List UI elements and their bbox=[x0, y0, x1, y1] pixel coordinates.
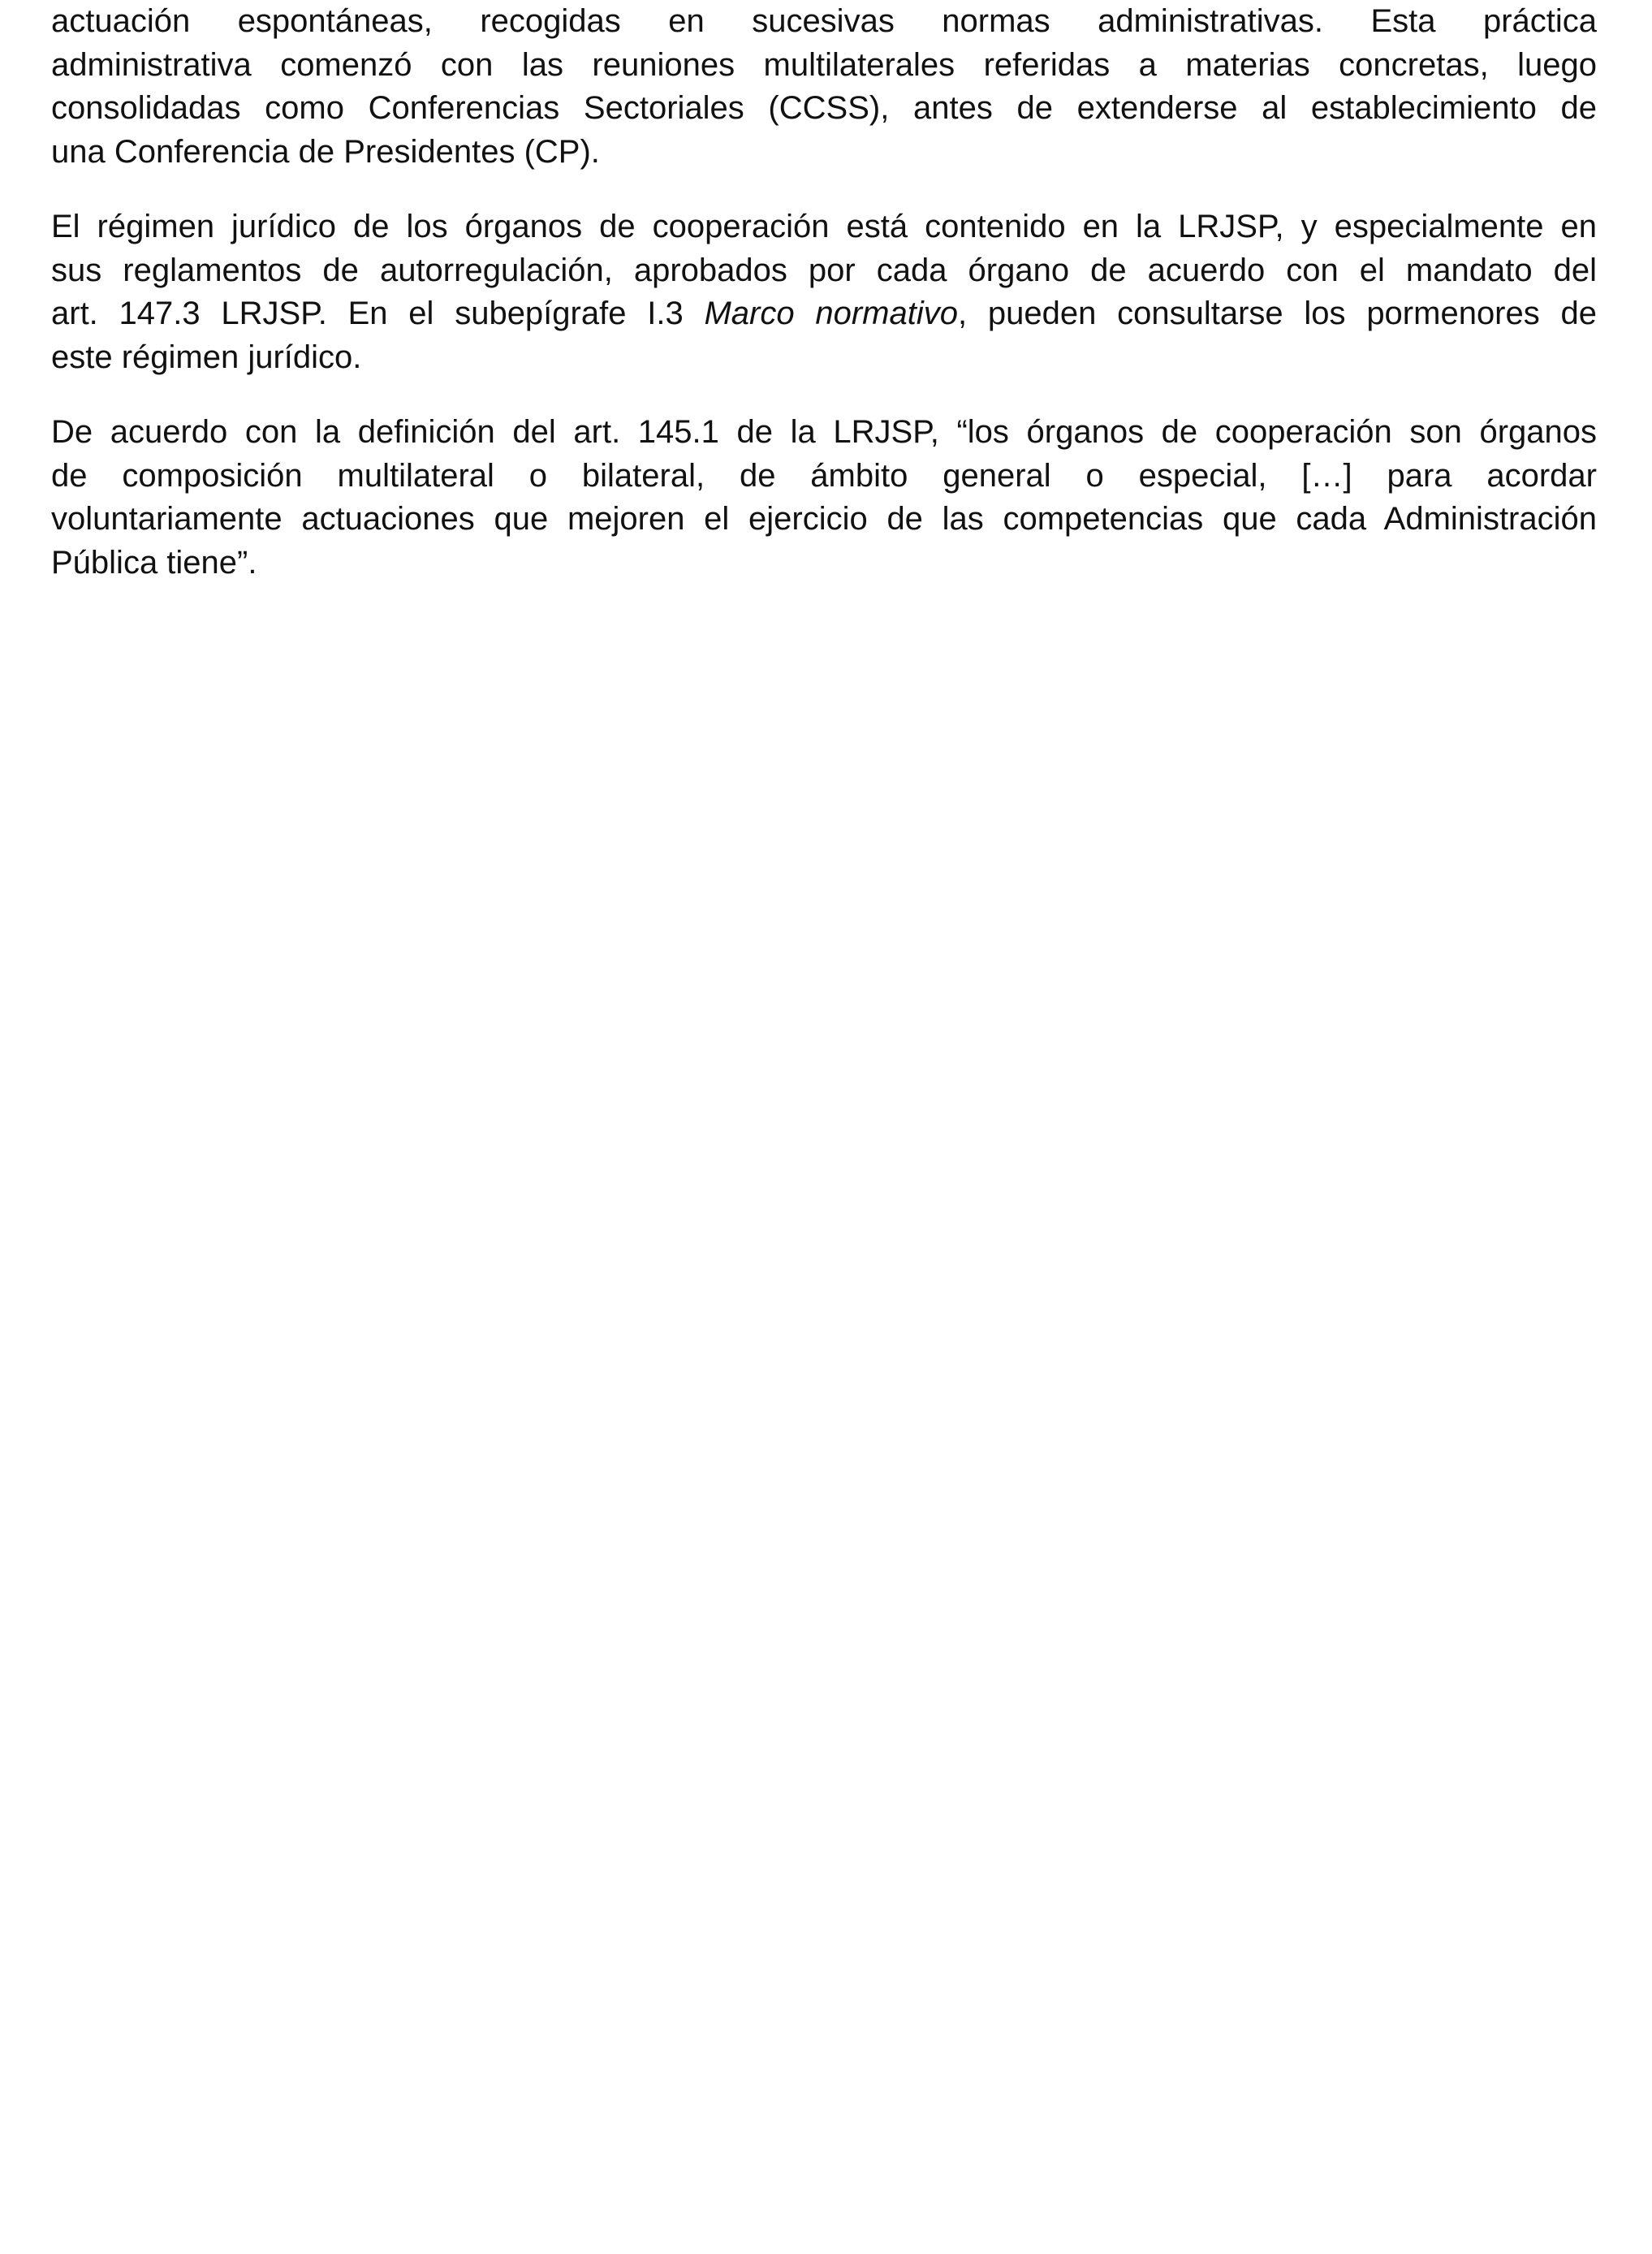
paragraph-2-line-4: este régimen jurídico. bbox=[51, 339, 362, 375]
paragraph-1-line-4: una Conferencia de Presidentes (CP). bbox=[51, 133, 600, 170]
paragraph-2-line-3-after: , pueden consultarse los pormenores de bbox=[958, 296, 1598, 331]
paragraph-3-line-2: de composición multilateral o bilateral, de ámbito general o especial, […] para acordar bbox=[51, 457, 1597, 494]
paragraph-1-line-2: administrativa comenzó con las reuniones multilaterales referidas a materias concretas, luego bbox=[51, 46, 1597, 83]
paragraph-1 bbox=[51, 0, 1597, 174]
paragraph-2-line-3 bbox=[51, 292, 1597, 336]
paragraph-2-line-2: sus reglamentos de autorregulación, aprobados por cada órgano de acuerdo con el mandato del bbox=[51, 252, 1597, 288]
paragraph-1-line-1: actuación espontáneas, recogidas en sucesivas normas administrativas. Esta práctica bbox=[51, 3, 1597, 39]
paragraph-1-line-3: consolidadas como Conferencias Sectoriales (CCSS), antes de extenderse al establecimiento de bbox=[51, 90, 1597, 126]
paragraph-3 bbox=[51, 411, 1597, 585]
paragraph-3-line-4: Pública tiene”. bbox=[51, 544, 257, 581]
paragraph-3-line-3: voluntariamente actuaciones que mejoren el ejercicio de las competencias que cada Administración bbox=[51, 501, 1597, 537]
body-text bbox=[51, 0, 1597, 616]
paragraph-3-line-1: De acuerdo con la definición del art. 145.1 de la LRJSP, “los órganos de cooperación son órganos bbox=[51, 414, 1597, 450]
paragraph-2 bbox=[51, 205, 1597, 379]
paragraph-2-line-3-before: art. 147.3 LRJSP. En el subepígrafe I.3 bbox=[51, 296, 705, 331]
paragraph-2-line-1: El régimen jurídico de los órganos de cooperación está contenido en la LRJSP, y especialmente en bbox=[51, 209, 1597, 244]
marco-normativo-reference: Marco normativo bbox=[704, 296, 958, 331]
